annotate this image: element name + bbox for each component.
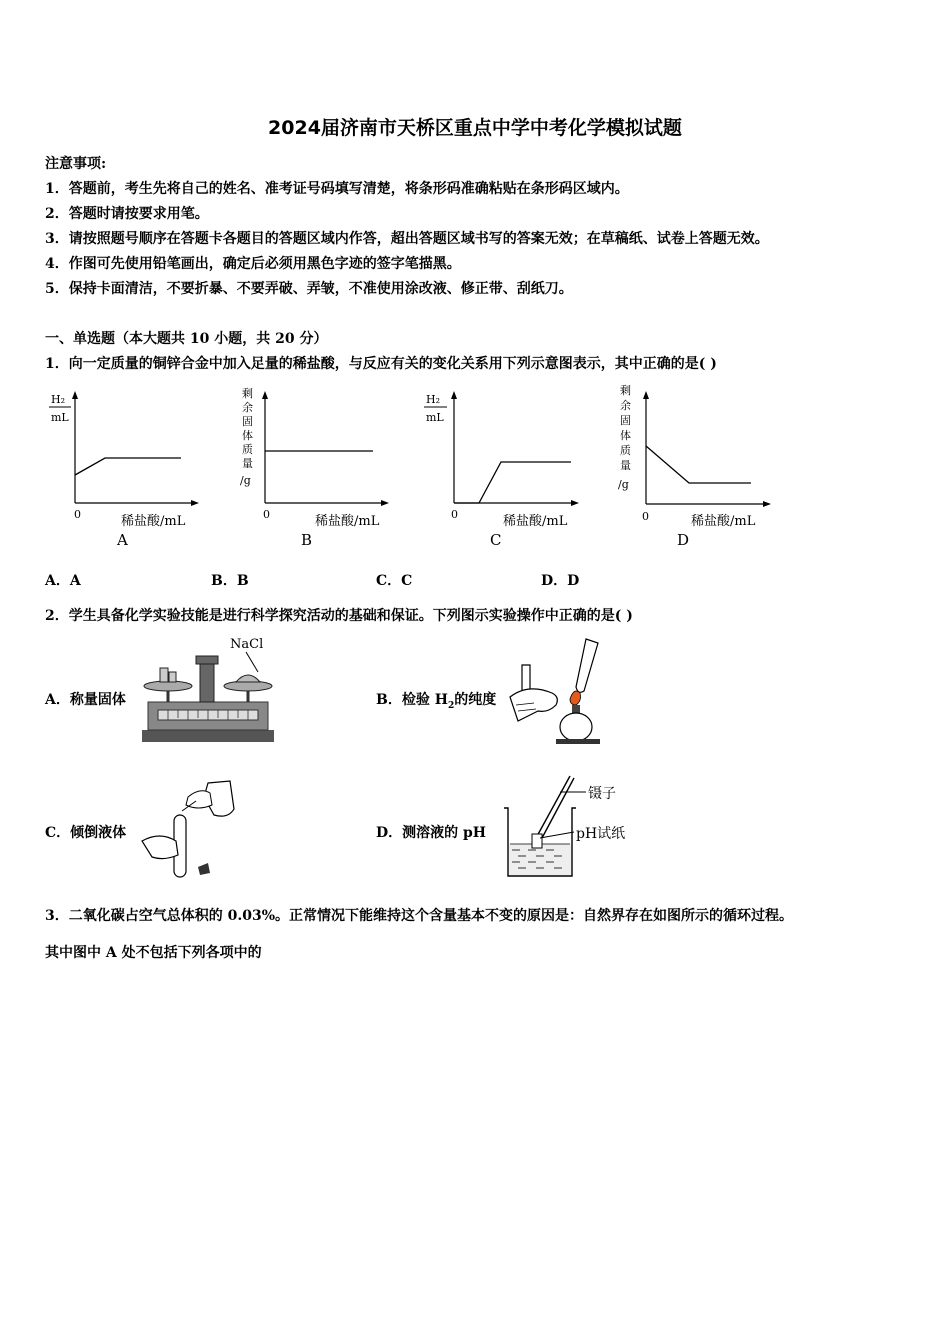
- graph-d-ylabel-1: 剩: [620, 384, 631, 397]
- graph-b-ylabel-4: 体: [242, 429, 253, 442]
- q2-option-b-post: 的纯度: [454, 692, 497, 708]
- q3-line-1: 3．二氧化碳占空气总体积的 0.03%。正常情况下能维持这个含量基本不变的原因是：自然界存在如图所示的循环过程。: [45, 908, 794, 924]
- q2-option-a[interactable]: A．称量固体: [45, 692, 126, 708]
- graph-d-ylabel-5: 质: [620, 444, 631, 457]
- q2-option-c[interactable]: C．倾倒液体: [45, 825, 127, 841]
- graph-d-origin: 0: [642, 510, 649, 523]
- graph-b-ylabel-2: 余: [242, 401, 253, 414]
- q1-option-c[interactable]: C．C: [376, 573, 413, 589]
- graph-c-xlabel: 稀盐酸/mL: [503, 514, 568, 529]
- graph-d-ylabel-6: 量: [620, 459, 631, 472]
- graph-a-ylabel-bottom: mL: [51, 411, 69, 424]
- graph-b-ylabel-6: 量: [242, 457, 253, 470]
- balance-scale-figure: [138, 632, 278, 747]
- q1-stem: 1．向一定质量的铜锌合金中加入足量的稀盐酸，与反应有关的变化关系用下列示意图表示，其中正确的是( ): [45, 356, 717, 372]
- pour-liquid-figure: [138, 775, 243, 885]
- notice-item-5: 5．保持卡面清洁，不要折暴、不要弄破、弄皱，不准使用涂改液、修正带、刮纸刀。: [45, 281, 573, 297]
- q1-graph-a: [45, 385, 205, 555]
- graph-b-ylabel-7: /g: [240, 474, 251, 487]
- graph-b-ylabel-3: 固: [242, 415, 253, 428]
- graph-a-ylabel-top: H₂: [51, 393, 66, 406]
- tweezers-label: 镊子: [588, 786, 616, 802]
- section-heading: 一、单选题（本大题共 10 小题，共 20 分）: [45, 331, 328, 347]
- q1-option-d[interactable]: D．D: [541, 573, 580, 589]
- graph-b-xlabel: 稀盐酸/mL: [315, 514, 380, 529]
- graph-b-ylabel-5: 质: [242, 443, 253, 456]
- q1-graph-b: [235, 385, 395, 555]
- notice-item-2: 2．答题时请按要求用笔。: [45, 206, 209, 222]
- graph-a-xlabel: 稀盐酸/mL: [121, 514, 186, 529]
- graph-d-curve: [646, 446, 751, 483]
- nacl-label: NaCl: [230, 637, 264, 652]
- q2-option-d[interactable]: D．测溶液的 pH: [376, 825, 487, 841]
- notice-item-4: 4．作图可先使用铅笔画出，确定后必须用黑色字迹的签字笔描黑。: [45, 256, 461, 272]
- graph-c-ylabel-bottom: mL: [426, 411, 444, 424]
- graph-a-origin: 0: [74, 508, 81, 521]
- graph-c-ylabel-top: H₂: [426, 393, 441, 406]
- notice-item-1: 1．答题前，考生先将自己的姓名、准考证号码填写清楚，将条形码准确粘贴在条形码区域内。: [45, 181, 629, 197]
- q1-graph-c: [423, 385, 583, 555]
- q2-option-b[interactable]: [376, 689, 496, 711]
- notice-item-3: 3．请按照题号顺序在答题卡各题目的答题区域内作答，超出答题区域书写的答案无效；在草稿纸、试卷上答题无效。: [45, 231, 769, 247]
- graph-c-origin: 0: [451, 508, 458, 521]
- q2-stem: 2．学生具备化学实验技能是进行科学探究活动的基础和保证。下列图示实验操作中正确的是( ): [45, 608, 633, 624]
- q1-option-a[interactable]: A．A: [45, 573, 81, 589]
- graph-d-ylabel-2: 余: [620, 399, 631, 412]
- notice-heading: 注意事项:: [45, 156, 107, 172]
- ph-paper-label: pH试纸: [576, 826, 626, 842]
- q2-option-b-sub: 2: [447, 700, 455, 711]
- page-title: 2024届济南市天桥区重点中学中考化学模拟试题: [268, 117, 682, 139]
- q1-graph-d: [613, 380, 778, 555]
- graph-a-label: A: [117, 531, 128, 549]
- graph-b-label: B: [301, 531, 313, 549]
- q3-line-2: 其中图中 A 处不包括下列各项中的: [45, 945, 262, 961]
- graph-d-label: D: [677, 531, 690, 549]
- ph-test-figure: [498, 768, 636, 884]
- graph-b-ylabel-1: 剩: [242, 387, 253, 400]
- q1-option-b[interactable]: B．B: [211, 573, 249, 589]
- graph-d-ylabel-4: 体: [620, 429, 631, 442]
- h2-purity-test-figure: [508, 635, 610, 747]
- graph-d-ylabel-7: /g: [618, 478, 629, 491]
- graph-a-curve: [75, 458, 181, 475]
- q2-option-b-pre: B．检验 H: [376, 692, 448, 708]
- graph-c-label: C: [490, 531, 502, 549]
- graph-d-ylabel-3: 固: [620, 414, 631, 427]
- graph-b-origin: 0: [263, 508, 270, 521]
- graph-d-xlabel: 稀盐酸/mL: [691, 514, 756, 529]
- graph-c-curve: [454, 462, 571, 503]
